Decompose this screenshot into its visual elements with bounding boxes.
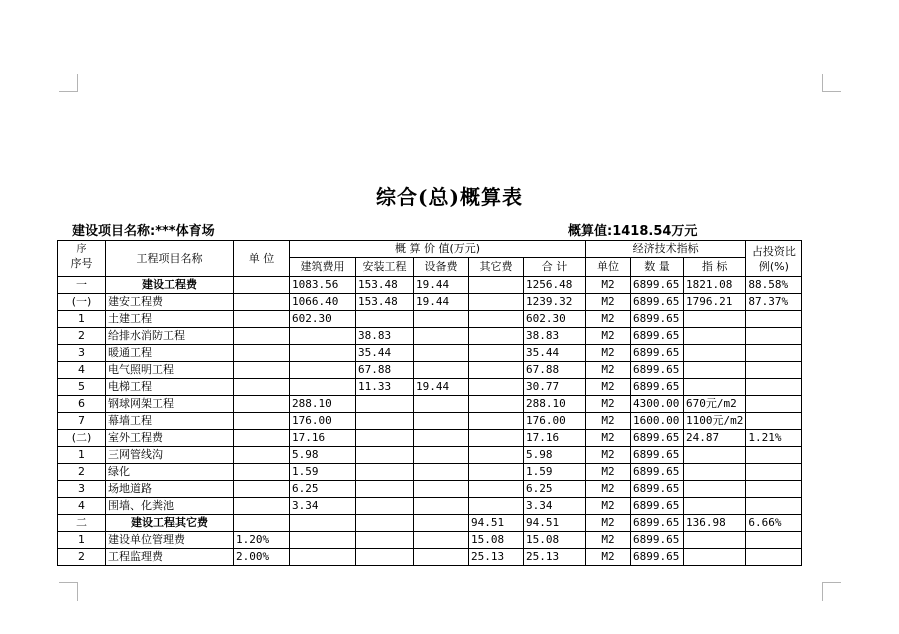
- total-cell: 1.59: [524, 464, 586, 481]
- install-cell: [356, 396, 414, 413]
- ratio-cell: [746, 362, 802, 379]
- ratio-cell: 88.58%: [746, 277, 802, 294]
- unit-cell: [234, 498, 290, 515]
- index-cell: 1100元/m2: [684, 413, 746, 430]
- header-seq: [58, 241, 106, 277]
- other-cell: [469, 396, 524, 413]
- total-cell: 25.13: [524, 549, 586, 566]
- table-row: [58, 379, 802, 396]
- total-cell: 6.25: [524, 481, 586, 498]
- build-cell: [290, 532, 356, 549]
- name-cell: 幕墙工程: [106, 413, 234, 430]
- equip-cell: [414, 362, 469, 379]
- build-cell: 5.98: [290, 447, 356, 464]
- qty-cell: 6899.65: [631, 430, 684, 447]
- u-cell: M2: [586, 413, 631, 430]
- header-install: 安装工程: [356, 258, 414, 277]
- unit-cell: [234, 396, 290, 413]
- build-cell: 1.59: [290, 464, 356, 481]
- ratio-cell: [746, 379, 802, 396]
- u-cell: M2: [586, 277, 631, 294]
- ratio-cell: [746, 464, 802, 481]
- index-cell: [684, 379, 746, 396]
- ratio-cell: [746, 328, 802, 345]
- u-cell: M2: [586, 311, 631, 328]
- build-cell: [290, 515, 356, 532]
- equip-cell: [414, 498, 469, 515]
- name-cell: 暖通工程: [106, 345, 234, 362]
- table-row: [58, 481, 802, 498]
- install-cell: 153.48: [356, 277, 414, 294]
- table-row: [58, 498, 802, 515]
- table-row: [58, 430, 802, 447]
- index-cell: [684, 362, 746, 379]
- total-cell: 35.44: [524, 345, 586, 362]
- crop-mark-bottom-left: [59, 582, 78, 601]
- total-cell: 1256.48: [524, 277, 586, 294]
- other-cell: [469, 277, 524, 294]
- index-cell: 1821.08: [684, 277, 746, 294]
- index-cell: [684, 481, 746, 498]
- unit-cell: [234, 277, 290, 294]
- seq-cell: 一: [58, 277, 106, 294]
- qty-cell: 1600.00: [631, 413, 684, 430]
- ratio-cell: [746, 396, 802, 413]
- equip-cell: [414, 328, 469, 345]
- index-cell: [684, 447, 746, 464]
- header-qty: 数 量: [631, 258, 684, 277]
- install-cell: [356, 498, 414, 515]
- other-cell: [469, 498, 524, 515]
- table-row: [58, 464, 802, 481]
- table-row: [58, 277, 802, 294]
- seq-cell: 2: [58, 328, 106, 345]
- unit-cell: [234, 464, 290, 481]
- name-cell: 建设单位管理费: [106, 532, 234, 549]
- other-cell: [469, 294, 524, 311]
- unit-cell: [234, 515, 290, 532]
- qty-cell: 6899.65: [631, 447, 684, 464]
- unit-cell: [234, 328, 290, 345]
- equip-cell: [414, 413, 469, 430]
- build-cell: 1066.40: [290, 294, 356, 311]
- table-row: [58, 311, 802, 328]
- ratio-cell: [746, 345, 802, 362]
- name-cell: 围墙、化粪池: [106, 498, 234, 515]
- seq-cell: 1: [58, 447, 106, 464]
- install-cell: [356, 481, 414, 498]
- u-cell: M2: [586, 396, 631, 413]
- equip-cell: [414, 464, 469, 481]
- equip-cell: [414, 515, 469, 532]
- qty-cell: 6899.65: [631, 532, 684, 549]
- qty-cell: 6899.65: [631, 379, 684, 396]
- qty-cell: 6899.65: [631, 464, 684, 481]
- name-cell: 建设工程费: [106, 277, 234, 294]
- other-cell: [469, 311, 524, 328]
- other-cell: [469, 345, 524, 362]
- equip-cell: [414, 311, 469, 328]
- install-cell: 153.48: [356, 294, 414, 311]
- install-cell: [356, 311, 414, 328]
- ratio-cell: [746, 549, 802, 566]
- equip-cell: [414, 430, 469, 447]
- header-name: 工程项目名称: [106, 241, 234, 277]
- name-cell: 场地道路: [106, 481, 234, 498]
- install-cell: [356, 447, 414, 464]
- build-cell: 17.16: [290, 430, 356, 447]
- ratio-cell: [746, 481, 802, 498]
- name-cell: 电梯工程: [106, 379, 234, 396]
- equip-cell: [414, 345, 469, 362]
- install-cell: [356, 532, 414, 549]
- table-row: [58, 413, 802, 430]
- header-unit: 单 位: [234, 241, 290, 277]
- build-cell: 176.00: [290, 413, 356, 430]
- build-cell: [290, 549, 356, 566]
- u-cell: M2: [586, 515, 631, 532]
- equip-cell: 19.44: [414, 294, 469, 311]
- qty-cell: 6899.65: [631, 345, 684, 362]
- install-cell: 35.44: [356, 345, 414, 362]
- header-other: 其它费: [469, 258, 524, 277]
- seq-cell: 2: [58, 464, 106, 481]
- estimate-value: 概算值:1418.54万元: [568, 224, 698, 239]
- ratio-cell: 6.66%: [746, 515, 802, 532]
- install-cell: [356, 549, 414, 566]
- project-name: 建设项目名称:***体育场: [72, 224, 215, 239]
- build-cell: 288.10: [290, 396, 356, 413]
- index-cell: [684, 345, 746, 362]
- seq-cell: (二): [58, 430, 106, 447]
- qty-cell: 6899.65: [631, 328, 684, 345]
- index-cell: [684, 532, 746, 549]
- index-cell: [684, 549, 746, 566]
- other-cell: [469, 481, 524, 498]
- header-tech-group: 经济技术指标: [586, 241, 746, 258]
- seq-cell: 6: [58, 396, 106, 413]
- total-cell: 38.83: [524, 328, 586, 345]
- qty-cell: 4300.00: [631, 396, 684, 413]
- unit-cell: 1.20%: [234, 532, 290, 549]
- build-cell: [290, 328, 356, 345]
- crop-mark-bottom-right: [822, 582, 841, 601]
- estimate-table: [57, 240, 802, 566]
- total-cell: 288.10: [524, 396, 586, 413]
- total-cell: 67.88: [524, 362, 586, 379]
- qty-cell: 6899.65: [631, 294, 684, 311]
- unit-cell: [234, 362, 290, 379]
- ratio-cell: [746, 498, 802, 515]
- header-unit2: 单位: [586, 258, 631, 277]
- u-cell: M2: [586, 362, 631, 379]
- other-cell: [469, 379, 524, 396]
- install-cell: [356, 430, 414, 447]
- name-cell: 电气照明工程: [106, 362, 234, 379]
- header-total: 合 计: [524, 258, 586, 277]
- table-row: [58, 396, 802, 413]
- u-cell: M2: [586, 379, 631, 396]
- crop-mark-top-left: [59, 74, 78, 92]
- index-cell: [684, 328, 746, 345]
- u-cell: M2: [586, 498, 631, 515]
- equip-cell: [414, 481, 469, 498]
- u-cell: M2: [586, 294, 631, 311]
- header-seq-top: 序: [76, 243, 87, 255]
- header-value-group: 概 算 价 值(万元): [290, 241, 586, 258]
- total-cell: 5.98: [524, 447, 586, 464]
- index-cell: 1796.21: [684, 294, 746, 311]
- index-cell: [684, 311, 746, 328]
- table-row: [58, 294, 802, 311]
- qty-cell: 6899.65: [631, 277, 684, 294]
- unit-cell: 2.00%: [234, 549, 290, 566]
- equip-cell: 19.44: [414, 379, 469, 396]
- qty-cell: 6899.65: [631, 481, 684, 498]
- qty-cell: 6899.65: [631, 498, 684, 515]
- other-cell: [469, 413, 524, 430]
- u-cell: M2: [586, 464, 631, 481]
- other-cell: 94.51: [469, 515, 524, 532]
- equip-cell: 19.44: [414, 277, 469, 294]
- table-row: [58, 532, 802, 549]
- build-cell: 3.34: [290, 498, 356, 515]
- unit-cell: [234, 345, 290, 362]
- total-cell: 1239.32: [524, 294, 586, 311]
- table-row: [58, 515, 802, 532]
- qty-cell: 6899.65: [631, 515, 684, 532]
- u-cell: M2: [586, 430, 631, 447]
- qty-cell: 6899.65: [631, 311, 684, 328]
- header-ratio: 占投资比例(%): [746, 241, 802, 277]
- unit-cell: [234, 311, 290, 328]
- unit-cell: [234, 430, 290, 447]
- name-cell: 室外工程费: [106, 430, 234, 447]
- install-cell: [356, 515, 414, 532]
- seq-cell: 3: [58, 481, 106, 498]
- name-cell: 土建工程: [106, 311, 234, 328]
- unit-cell: [234, 413, 290, 430]
- equip-cell: [414, 532, 469, 549]
- other-cell: [469, 362, 524, 379]
- page-title: 综合(总)概算表: [376, 185, 523, 209]
- unit-cell: [234, 294, 290, 311]
- install-cell: [356, 413, 414, 430]
- total-cell: 17.16: [524, 430, 586, 447]
- ratio-cell: [746, 532, 802, 549]
- unit-cell: [234, 447, 290, 464]
- build-cell: 1083.56: [290, 277, 356, 294]
- u-cell: M2: [586, 345, 631, 362]
- equip-cell: [414, 549, 469, 566]
- other-cell: [469, 328, 524, 345]
- name-cell: 建设工程其它费: [106, 515, 234, 532]
- seq-cell: 3: [58, 345, 106, 362]
- other-cell: [469, 447, 524, 464]
- name-cell: 工程监理费: [106, 549, 234, 566]
- table-row: [58, 549, 802, 566]
- header-seq-label: 序号: [70, 256, 93, 270]
- other-cell: [469, 464, 524, 481]
- u-cell: M2: [586, 481, 631, 498]
- seq-cell: 2: [58, 549, 106, 566]
- name-cell: 三网管线沟: [106, 447, 234, 464]
- index-cell: 24.87: [684, 430, 746, 447]
- equip-cell: [414, 447, 469, 464]
- index-cell: [684, 498, 746, 515]
- build-cell: 602.30: [290, 311, 356, 328]
- seq-cell: 5: [58, 379, 106, 396]
- crop-mark-top-right: [822, 74, 841, 92]
- seq-cell: 7: [58, 413, 106, 430]
- table-row: [58, 447, 802, 464]
- seq-cell: 4: [58, 498, 106, 515]
- header-build: 建筑费用: [290, 258, 356, 277]
- u-cell: M2: [586, 532, 631, 549]
- qty-cell: 6899.65: [631, 549, 684, 566]
- table-row: [58, 362, 802, 379]
- index-cell: [684, 464, 746, 481]
- ratio-cell: [746, 311, 802, 328]
- build-cell: [290, 345, 356, 362]
- name-cell: 绿化: [106, 464, 234, 481]
- install-cell: [356, 464, 414, 481]
- unit-cell: [234, 481, 290, 498]
- table-row: [58, 345, 802, 362]
- u-cell: M2: [586, 549, 631, 566]
- total-cell: 94.51: [524, 515, 586, 532]
- unit-cell: [234, 379, 290, 396]
- header-equip: 设备费: [414, 258, 469, 277]
- u-cell: M2: [586, 447, 631, 464]
- ratio-cell: 87.37%: [746, 294, 802, 311]
- index-cell: 136.98: [684, 515, 746, 532]
- install-cell: 11.33: [356, 379, 414, 396]
- other-cell: 15.08: [469, 532, 524, 549]
- table-row: [58, 328, 802, 345]
- seq-cell: 4: [58, 362, 106, 379]
- build-cell: [290, 362, 356, 379]
- total-cell: 176.00: [524, 413, 586, 430]
- name-cell: 给排水消防工程: [106, 328, 234, 345]
- total-cell: 3.34: [524, 498, 586, 515]
- name-cell: 建安工程费: [106, 294, 234, 311]
- seq-cell: (一): [58, 294, 106, 311]
- u-cell: M2: [586, 328, 631, 345]
- ratio-cell: [746, 447, 802, 464]
- build-cell: 6.25: [290, 481, 356, 498]
- seq-cell: 1: [58, 311, 106, 328]
- total-cell: 30.77: [524, 379, 586, 396]
- build-cell: [290, 379, 356, 396]
- equip-cell: [414, 396, 469, 413]
- other-cell: [469, 430, 524, 447]
- name-cell: 钢球网架工程: [106, 396, 234, 413]
- index-cell: 670元/m2: [684, 396, 746, 413]
- ratio-cell: 1.21%: [746, 430, 802, 447]
- other-cell: 25.13: [469, 549, 524, 566]
- total-cell: 15.08: [524, 532, 586, 549]
- qty-cell: 6899.65: [631, 362, 684, 379]
- total-cell: 602.30: [524, 311, 586, 328]
- header-index: 指 标: [684, 258, 746, 277]
- install-cell: 67.88: [356, 362, 414, 379]
- install-cell: 38.83: [356, 328, 414, 345]
- seq-cell: 1: [58, 532, 106, 549]
- seq-cell: 二: [58, 515, 106, 532]
- ratio-cell: [746, 413, 802, 430]
